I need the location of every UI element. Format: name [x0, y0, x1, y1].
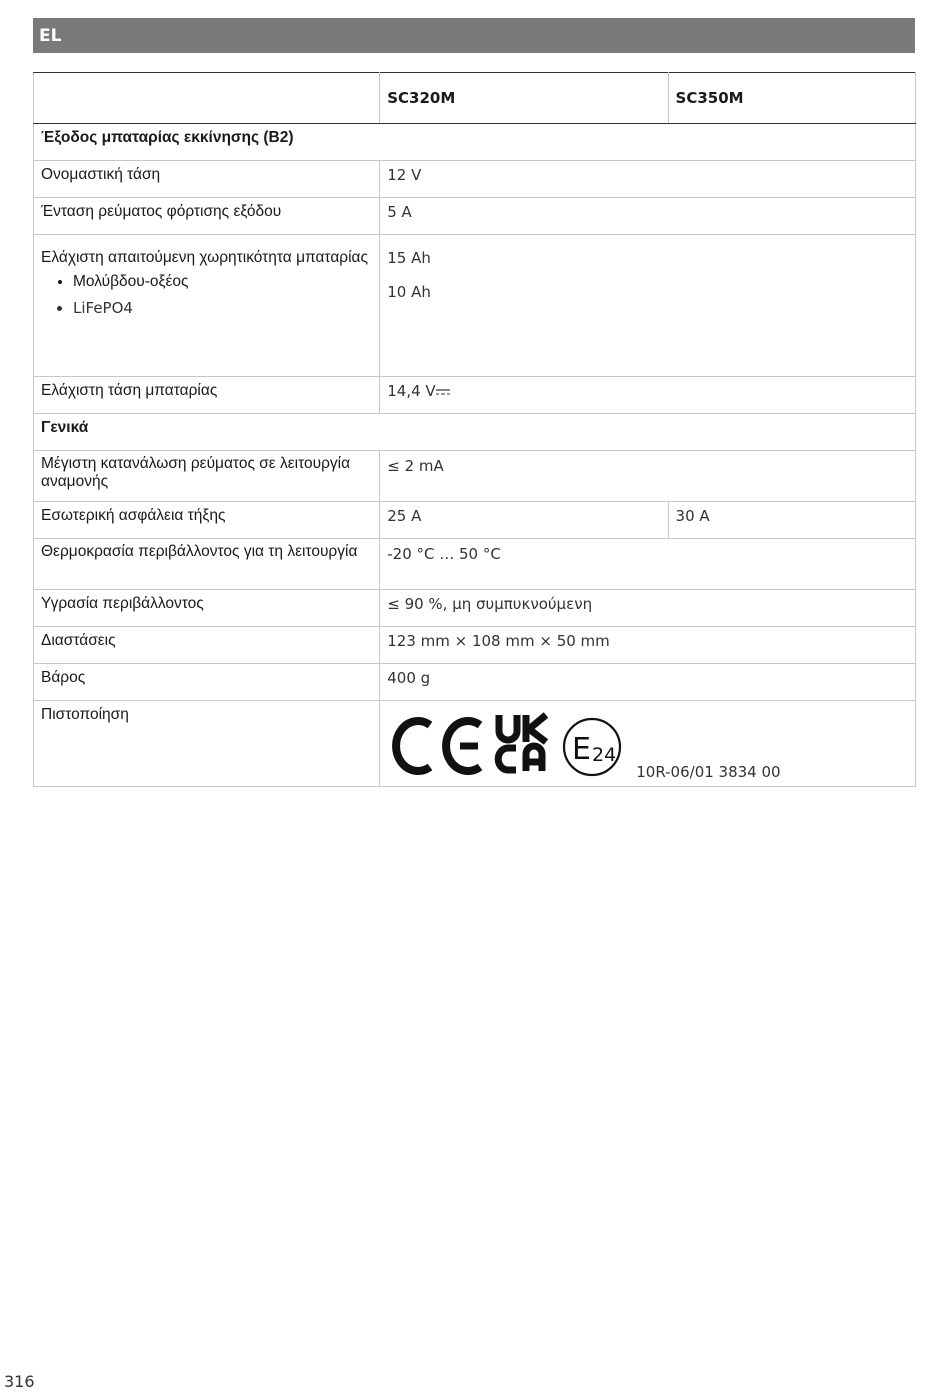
table-row [34, 451, 916, 502]
list-item: • LiFePO4 [73, 299, 372, 317]
header-empty-cell [34, 73, 380, 124]
table-row [34, 539, 916, 590]
table-row [34, 627, 916, 664]
dc-symbol-icon [436, 388, 450, 396]
table-header-row [34, 73, 916, 124]
spec-table [33, 72, 916, 787]
table-row [34, 664, 916, 701]
svg-text:E: E [572, 732, 592, 767]
row-label: Ελάχιστη απαιτούμενη χωρητικότητα μπαταρίας [41, 249, 368, 266]
row-value: 5 A [380, 198, 916, 235]
language-code: EL [39, 26, 62, 46]
row-value-cell [380, 235, 916, 377]
header-sc320m: SC320M [380, 73, 668, 124]
row-value-sc320m: 25 A [380, 502, 668, 539]
ce-mark-icon [396, 721, 480, 771]
section-heading-general: Γενικά [34, 414, 916, 451]
row-label: Ονομαστική τάση [34, 161, 380, 198]
row-value: 15 Ah [387, 249, 431, 267]
row-value: ≤ 90 %, μη συμπυκνούμενη [380, 590, 916, 627]
row-label: Ένταση ρεύματος φόρτισης εξόδου [34, 198, 380, 235]
row-value: 10 Ah [387, 283, 431, 301]
table-row [34, 590, 916, 627]
row-label: Πιστοποίηση [34, 701, 380, 787]
certification-marks [386, 701, 636, 785]
row-label: Διαστάσεις [34, 627, 380, 664]
row-value: 12 V [380, 161, 916, 198]
table-row [34, 198, 916, 235]
row-label: Θερμοκρασία περιβάλλοντος για τη λειτουργία [34, 539, 380, 590]
battery-type-list [41, 273, 372, 317]
row-label: Εσωτερική ασφάλεια τήξης [34, 502, 380, 539]
section-row [34, 414, 916, 451]
list-item: • Μολύβδου-οξέος [73, 273, 372, 291]
table-row [34, 377, 916, 414]
certification-code: 10R-06/01 3834 00 [636, 763, 781, 781]
language-bar [33, 18, 915, 53]
row-value: 400 g [380, 664, 916, 701]
table-row [34, 161, 916, 198]
row-label: Ελάχιστη τάση μπαταρίας [34, 377, 380, 414]
table-row [34, 235, 916, 377]
section-heading-output: Έξοδος μπαταρίας εκκίνησης (B2) [34, 124, 916, 161]
row-value: -20 °C … 50 °C [380, 539, 916, 590]
svg-text:24: 24 [592, 744, 617, 766]
row-value: 14,4 V [387, 382, 436, 400]
certification-cell [380, 701, 916, 787]
header-sc350m: SC350M [668, 73, 915, 124]
page-number: 316 [4, 1372, 35, 1391]
table-row [34, 701, 916, 787]
row-value-sc350m: 30 A [668, 502, 915, 539]
table-row [34, 502, 916, 539]
row-value-cell [380, 377, 916, 414]
e24-mark-icon [564, 719, 620, 775]
row-label: Μέγιστη κατανάλωση ρεύματος σε λειτουργία αναμονής [34, 451, 380, 502]
row-label: Βάρος [34, 664, 380, 701]
row-value: ≤ 2 mA [380, 451, 916, 502]
section-row [34, 124, 916, 161]
row-label: Υγρασία περιβάλλοντος [34, 590, 380, 627]
row-value: 123 mm × 108 mm × 50 mm [380, 627, 916, 664]
ukca-mark-icon [498, 715, 546, 771]
row-label-cell [34, 235, 380, 377]
